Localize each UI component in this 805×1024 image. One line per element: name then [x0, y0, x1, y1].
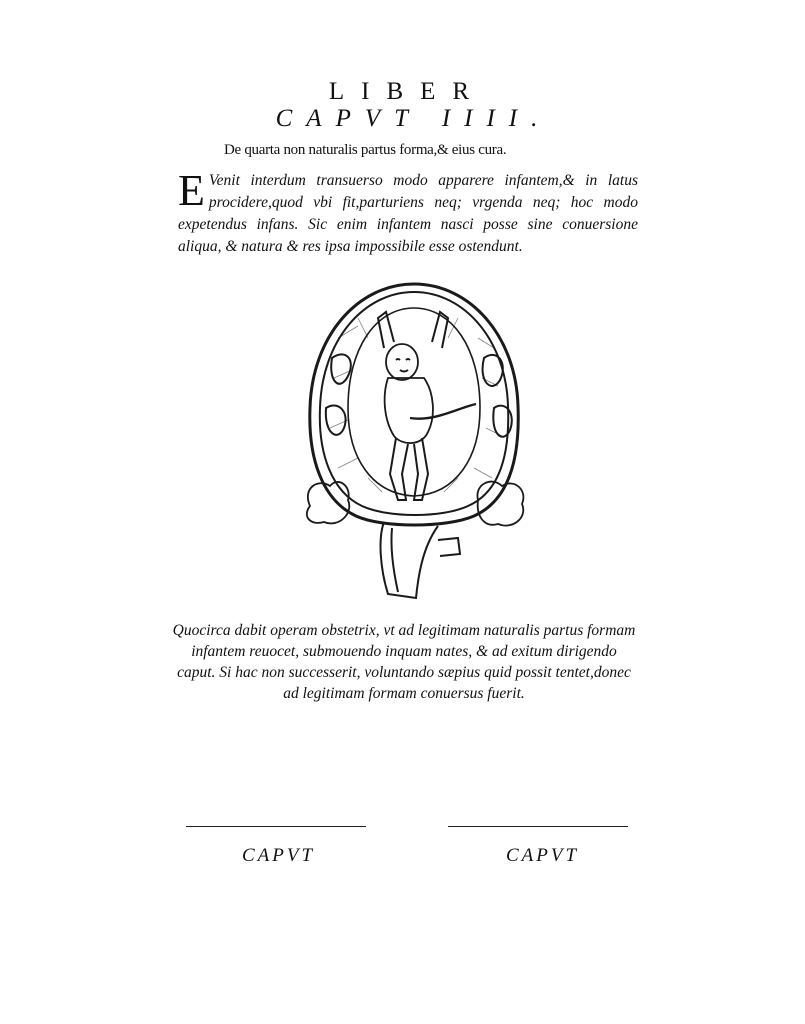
- chapter-title: CAPVT IIII.: [275, 105, 552, 132]
- catchword-rule-left: [186, 826, 366, 827]
- woodcut-fetus-in-womb-icon: [298, 278, 530, 608]
- catchword-rule-right: [448, 826, 628, 827]
- woodcut-figure: [298, 278, 530, 608]
- running-head: LIBER: [328, 78, 487, 105]
- chapter-summary: De quarta non naturalis partus forma,& eius cura.: [224, 142, 507, 158]
- closing-paragraph: Quocirca dabit operam obstetrix, vt ad legitimam naturalis partus formam infantem reuocet, submouendo inquam nates, & ad exitum dirigendo caput. Si hac non successerit, voluntando sæpius quid possit tentet,donec ad legitimam formam conuersus fuerit.: [172, 622, 636, 702]
- catchword-right: CAPVT: [506, 845, 580, 866]
- drop-cap: E: [178, 166, 205, 215]
- catchword-left: CAPVT: [242, 845, 316, 866]
- body-text: Venit interdum transuerso modo apparere infantem,& in latus procidere,quod vbi fit,parturiens neq; vrgenda neq; hoc modo expetendus infans. Sic enim infantem nasci posse sine conuersione aliqua, & natura & res ipsa impossibile esse ostendunt.: [178, 172, 638, 255]
- body-paragraph: [178, 166, 638, 258]
